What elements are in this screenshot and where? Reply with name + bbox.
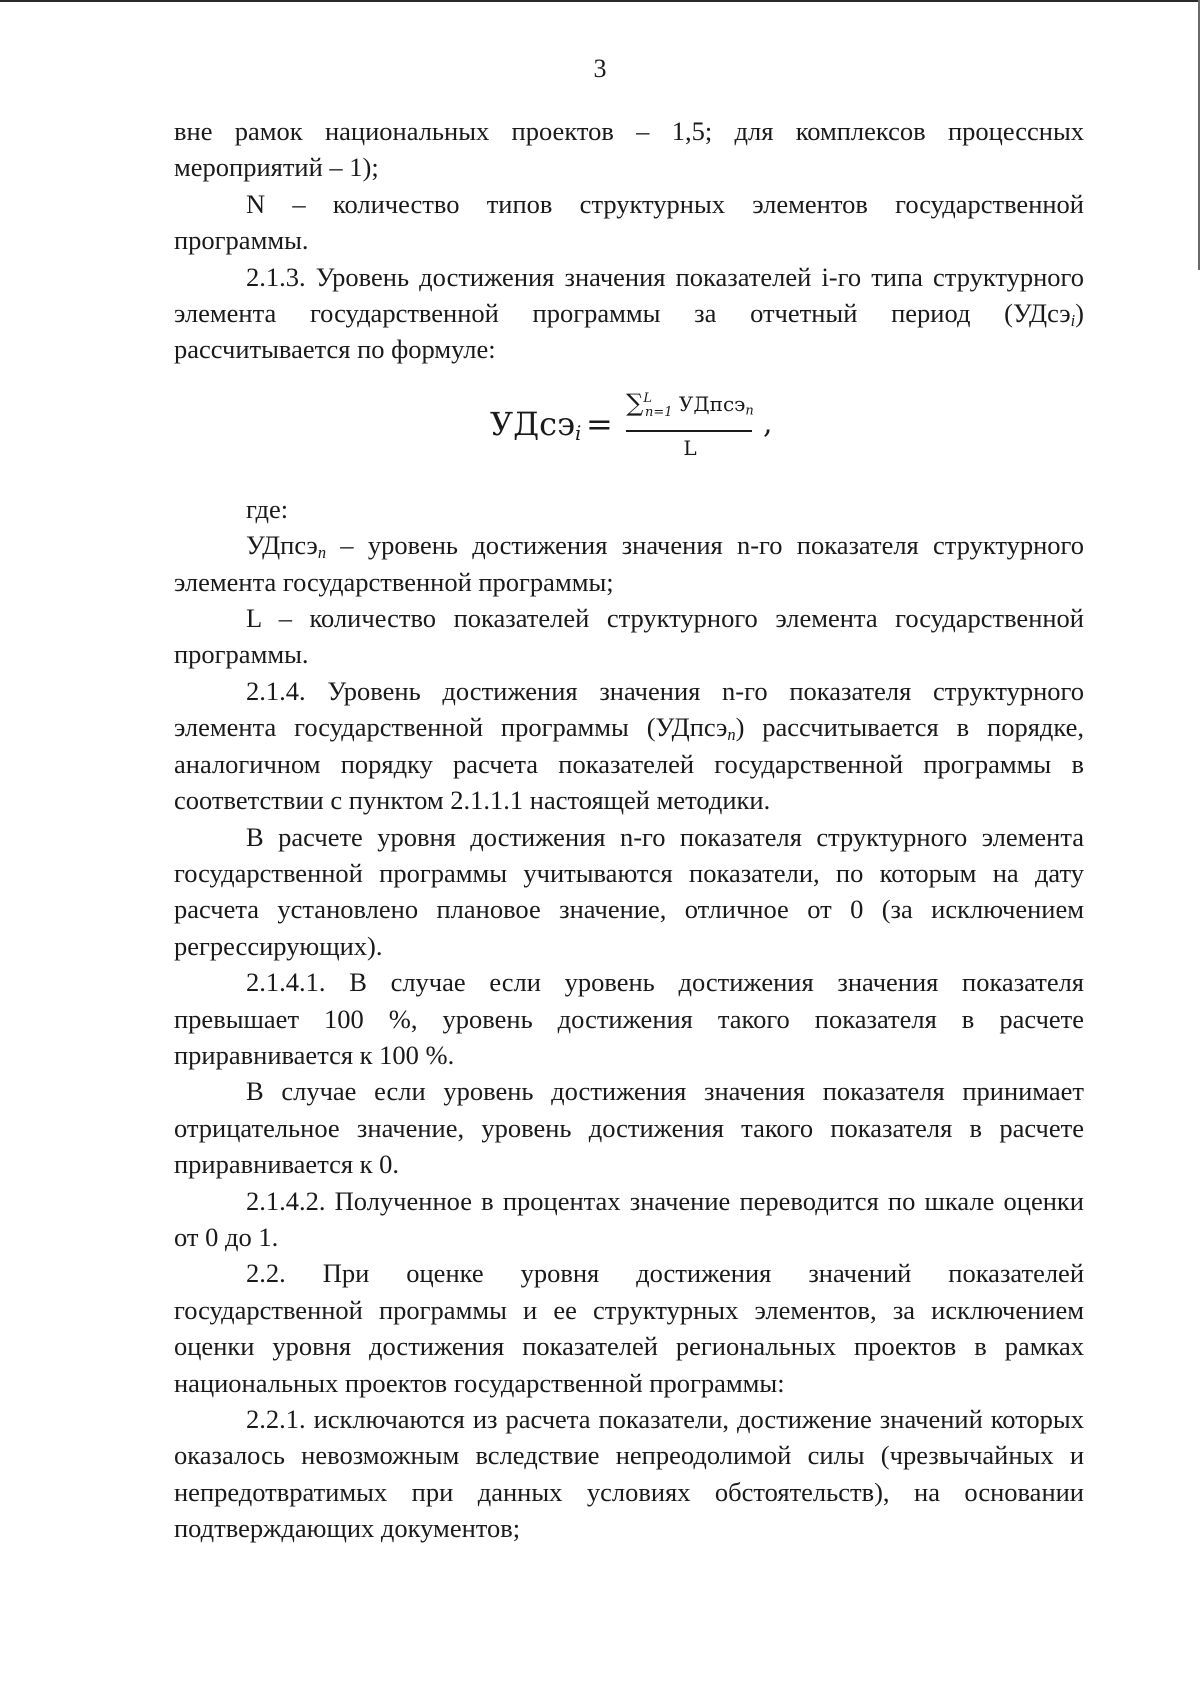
formula-denominator: L (683, 435, 697, 460)
document-body (174, 113, 1084, 1547)
def1-subscript: n (317, 543, 327, 563)
p3-text-before: 2.1.3. Уровень достижения значения показателей i-го типа структурного элемента государственной программы за отчетный период (УДсэ (174, 261, 1084, 329)
p4-text-before: 2.1.4. Уровень достижения значения n-го показателя структурного элемента государственной программы (УДпсэ (174, 675, 1084, 743)
paragraph-2-1-4-2: 2.1.4.2. Полученное в процентах значение переводится по шкале оценки от 0 до 1. (174, 1185, 1084, 1252)
formula-udse (174, 368, 1084, 491)
formula-lhs-term: УДсэ (490, 404, 575, 443)
formula-lhs (490, 404, 581, 444)
numerator-subscript: n (745, 403, 754, 419)
paragraph-2-1-4 (174, 673, 1084, 819)
p3-text-after: ) рассчитывается по формуле: (174, 298, 1084, 365)
formula-trailing-comma: , (763, 405, 773, 441)
page-number: 3 (593, 54, 607, 83)
sum-lower-limit: n=1 (645, 405, 673, 421)
paragraph-2-1-4-1: 2.1.4.1. В случае если уровень достижения значения показателя превышает 100 %, уровень достижения такого показателя в расчете приравнивается к 100 %. (174, 967, 1084, 1070)
paragraph-2-2: 2.2. При оценке уровня достижения значений показателей государственной программы и ее структурных элементов, за исключением оценки уровня достижения показателей региональных проектов в рамках национальных проектов государственной программы: (174, 1258, 1084, 1398)
formula-lhs-subscript: i (574, 421, 582, 445)
def1-term: УДпсэ (246, 530, 318, 561)
definition-udpse (174, 527, 1084, 600)
p4-subscript: n (727, 725, 736, 745)
paragraph-calculation-note: В расчете уровня достижения n-го показателя структурного элемента государственной программы учитываются показатели, по которым на дату расчета установлено плановое значение, отличное от 0 (за исключением регрессирующих). (174, 821, 1084, 961)
numerator-term: УДпсэ (678, 391, 746, 416)
where-label: где: (246, 493, 289, 524)
paragraph-2-1-3 (174, 259, 1084, 368)
p4-text-after: ) рассчитывается в порядке, аналогичном порядку расчета показателей государственной программы в соответствии с пунктом 2.1.1.1 настоящей методики. (174, 712, 1084, 816)
sum-sign: ∑ (626, 388, 644, 417)
sum-upper-limit: L (643, 390, 653, 406)
formula-numerator (620, 390, 760, 426)
page-top-edge (0, 0, 1200, 2)
paragraph-n-definition: N – количество типов структурных элементов государственной программы. (174, 188, 1084, 256)
paragraph-continuation: вне рамок национальных проектов – 1,5; для комплексов процессных мероприятий – 1); (174, 116, 1084, 183)
definition-l: L – количество показателей структурного элемента государственной программы. (174, 603, 1084, 670)
paragraph-negative-value: В случае если уровень достижения значения показателя принимает отрицательное значение, уровень достижения такого показателя в расчете приравнивается к 0. (174, 1076, 1084, 1180)
formula-equals: = (586, 404, 613, 443)
formula-fraction (620, 390, 760, 460)
paragraph-2-2-1: 2.2.1. исключаются из расчета показатели, достижение значений которых оказалось невозможным вследствие непреодолимой силы (чрезвычайных и непредотвратимых при данных условиях обстоятельств), на основании подтверждающих документов; (174, 1404, 1084, 1544)
p3-subscript: i (1070, 311, 1076, 331)
fraction-bar (626, 430, 752, 432)
def1-text: – уровень достижения значения n-го показателя структурного элемента государственной программы; (174, 530, 1084, 597)
